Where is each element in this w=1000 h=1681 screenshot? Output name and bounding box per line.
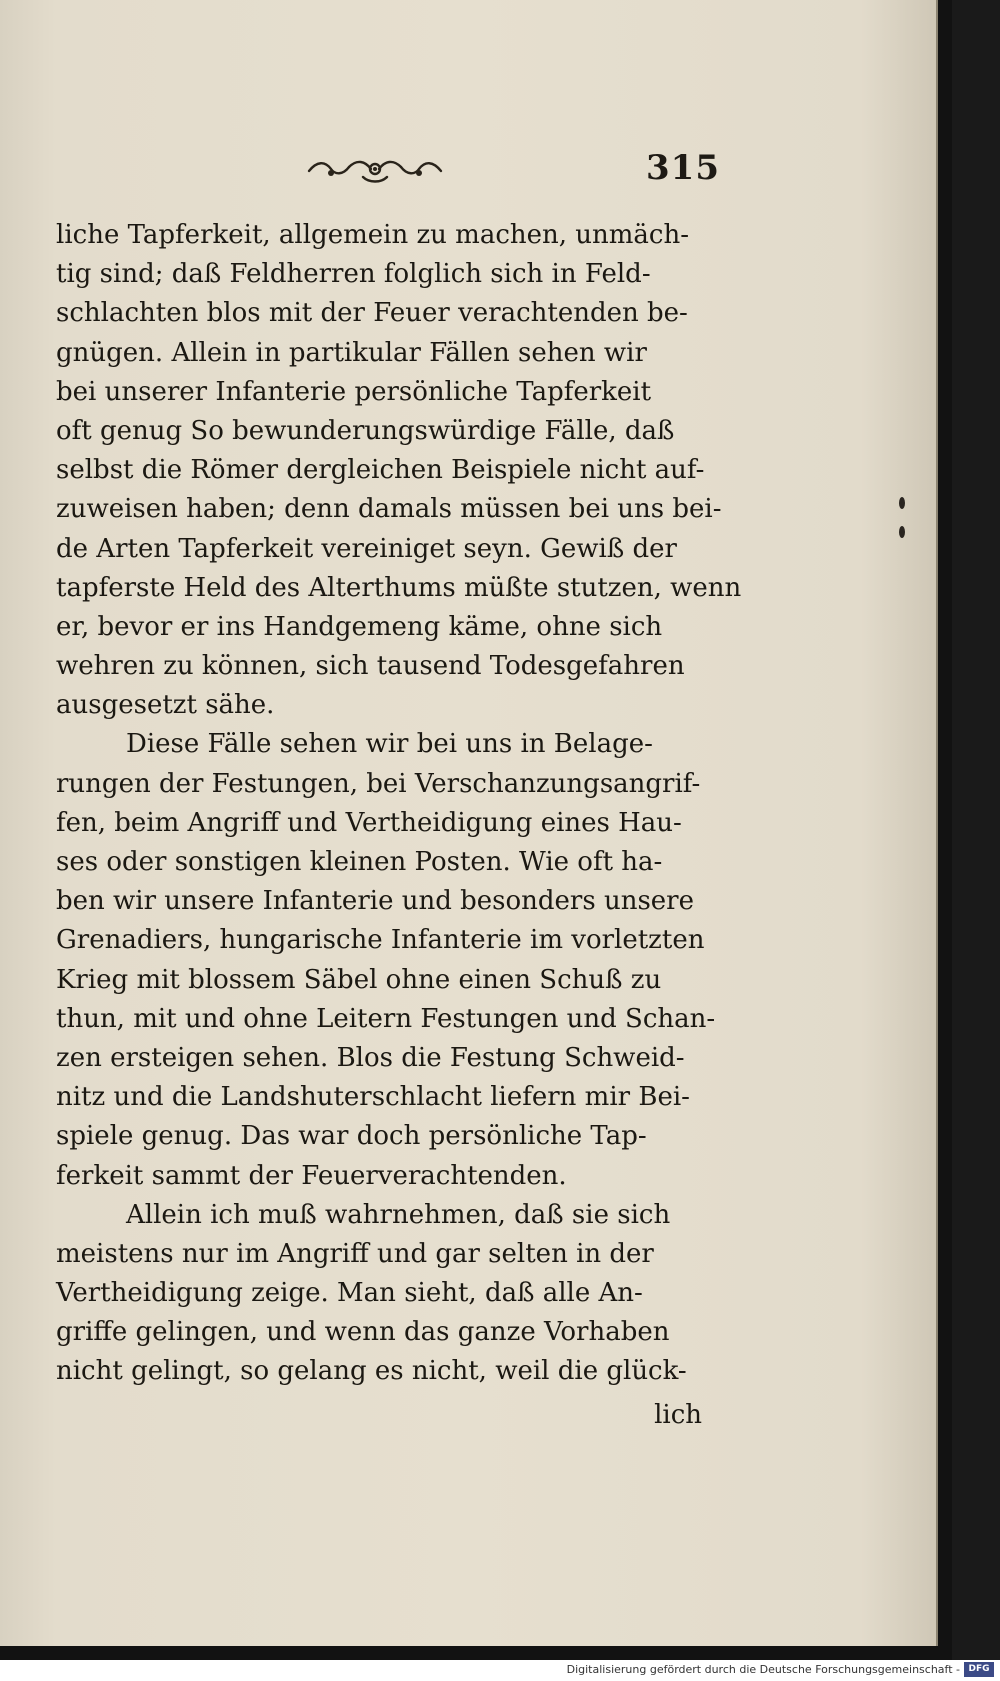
paragraph-start-line: Allein ich muß wahrnehmen, daß sie sich <box>126 1199 671 1230</box>
text-line: meistens nur im Angriff und gar selten in der <box>56 1238 654 1269</box>
text-line: Krieg mit blossem Säbel ohne einen Schuß zu <box>56 964 662 995</box>
text-line: de Arten Tapferkeit vereiniget seyn. Gewiß der <box>56 533 677 564</box>
text-line: griffe gelingen, und wenn das ganze Vorhaben <box>56 1317 670 1348</box>
text-line: fen, beim Angriff und Vertheidigung eines Hau- <box>56 807 682 838</box>
text-line: schlachten blos mit der Feuer verachtenden be- <box>56 298 688 329</box>
scan-right-edge <box>952 0 1000 1660</box>
text-line: nicht gelingt, so gelang es nicht, weil die glück- <box>56 1356 687 1387</box>
text-line: ses oder sonstigen kleinen Posten. Wie oft ha- <box>56 847 663 877</box>
text-line: selbst die Römer dergleichen Beispiele nicht auf- <box>56 455 705 486</box>
text-line: rungen der Festungen, bei Verschanzungsangrif- <box>56 768 701 799</box>
page-number: 315 <box>646 148 720 188</box>
paragraph-start-line: Diese Fälle sehen wir bei uns in Belage- <box>126 729 653 760</box>
text-line: Vertheidigung zeige. Man sieht, daß alle An- <box>56 1278 643 1309</box>
decorative-vignette-icon <box>305 153 445 185</box>
text-line: ben wir unsere Infanterie und besonders unsere <box>56 886 694 917</box>
text-line: liche Tapferkeit, allgemein zu machen, unmäch- <box>56 220 690 250</box>
text-line: bei unserer Infanterie persönliche Tapferkeit <box>56 376 652 407</box>
text-line: oft genug So bewunderungswürdige Fälle, daß <box>56 415 675 446</box>
text-line: er, bevor er ins Handgemeng käme, ohne sich <box>56 611 663 642</box>
text-line: tig sind; daß Feldherren folglich sich in Feld- <box>56 259 651 290</box>
text-line: Grenadiers, hungarische Infanterie im vorletzten <box>56 925 705 956</box>
text-line: zen ersteigen sehen. Blos die Festung Schweid- <box>56 1042 685 1073</box>
text-line: wehren zu können, sich tausend Todesgefahren <box>56 651 685 682</box>
digitization-credit: Digitalisierung gefördert durch die Deutsche Forschungsgemeinschaft - <box>566 1663 960 1676</box>
dfg-logo-icon: DFG <box>964 1662 994 1677</box>
text-line: gnügen. Allein in partikular Fällen sehen wir <box>56 337 647 368</box>
text-line: ausgesetzt sähe. <box>56 690 275 721</box>
text-line: tapferste Held des Alterthums müßte stutzen, wenn <box>56 572 742 603</box>
margin-mark <box>899 497 905 509</box>
text-line: thun, mit und ohne Leitern Festungen und Schan- <box>56 1003 716 1034</box>
text-line: spiele genug. Das war doch persönliche Tap- <box>56 1121 647 1152</box>
body-text <box>56 216 742 1435</box>
text-line: ferkeit sammt der Feuerverachtenden. <box>56 1160 567 1191</box>
margin-mark <box>899 526 905 538</box>
text-line: zuweisen haben; denn damals müssen bei uns bei- <box>56 494 722 525</box>
catchword: lich <box>654 1399 702 1430</box>
text-line: nitz und die Landshuterschlacht liefern mir Bei- <box>56 1082 690 1113</box>
